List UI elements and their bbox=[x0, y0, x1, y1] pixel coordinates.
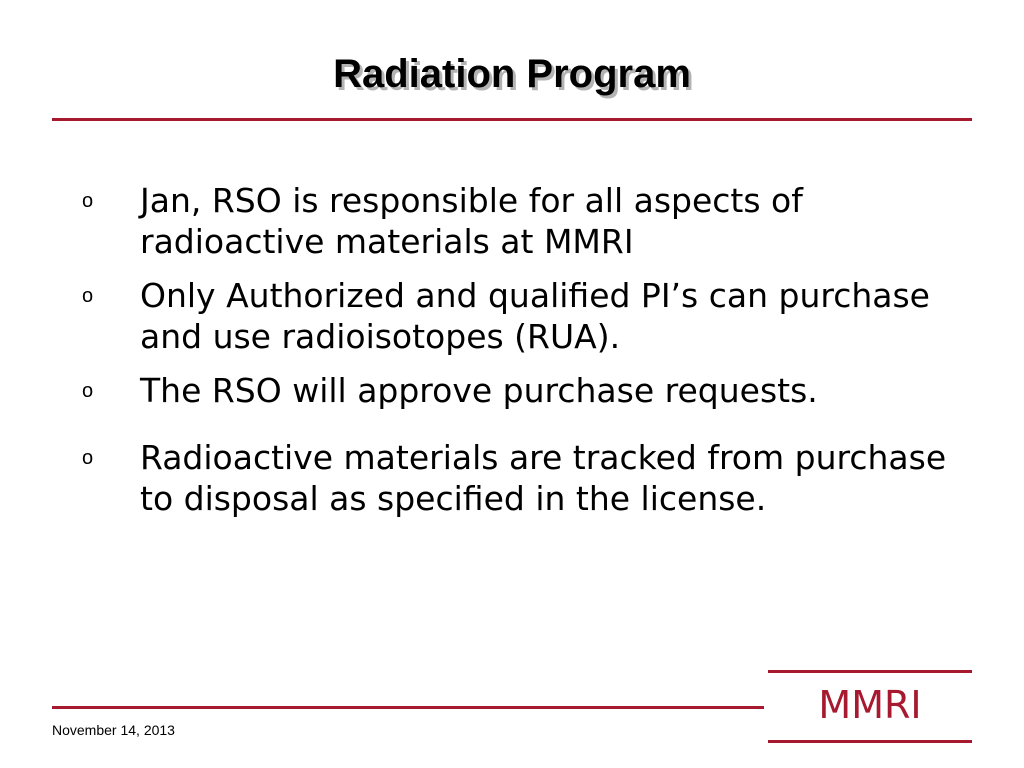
footer-date: November 14, 2013 bbox=[52, 722, 175, 738]
bullet-marker: o bbox=[82, 380, 94, 402]
bullet-text: Only Authorized and qualified PI’s can purchase and use radioisotopes (RUA). bbox=[140, 276, 930, 356]
mmri-logo bbox=[768, 670, 972, 744]
slide-title: Radiation Program bbox=[333, 52, 691, 96]
bullet-text: Jan, RSO is responsible for all aspects of radioactive materials at MMRI bbox=[140, 181, 803, 261]
title-divider bbox=[52, 118, 972, 121]
logo-rule-top bbox=[768, 670, 972, 673]
bullet-list bbox=[78, 180, 988, 532]
bullet-text: The RSO will approve purchase requests. bbox=[140, 371, 818, 410]
bullet-marker: o bbox=[82, 285, 94, 307]
logo-rule-bottom bbox=[768, 740, 972, 743]
bullet-item bbox=[78, 275, 988, 357]
bullet-item bbox=[78, 437, 988, 519]
bullet-item bbox=[78, 370, 988, 411]
bullet-marker: o bbox=[82, 190, 94, 212]
bullet-item bbox=[78, 180, 988, 262]
bullet-marker: o bbox=[82, 447, 94, 469]
logo-text: MMRI bbox=[818, 683, 922, 727]
bullet-text: Radioactive materials are tracked from purchase to disposal as specified in the license. bbox=[140, 438, 947, 518]
footer-divider bbox=[52, 706, 764, 709]
